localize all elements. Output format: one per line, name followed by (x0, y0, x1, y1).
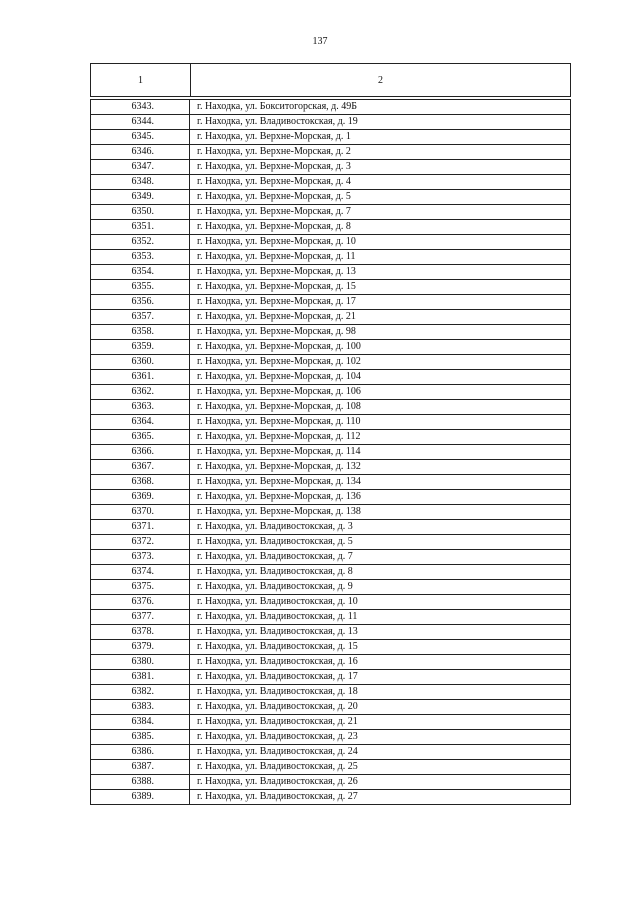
address-table-body (91, 100, 571, 805)
row-number: 6388. (91, 775, 190, 790)
row-number: 6380. (91, 655, 190, 670)
row-number: 6350. (91, 205, 190, 220)
table-row (91, 160, 571, 175)
row-number: 6352. (91, 235, 190, 250)
table-row (91, 295, 571, 310)
table-row (91, 700, 571, 715)
row-address: г. Находка, ул. Владивостокская, д. 17 (190, 670, 571, 685)
table-row (91, 610, 571, 625)
table-row (91, 370, 571, 385)
row-address: г. Находка, ул. Верхне-Морская, д. 17 (190, 295, 571, 310)
table-row (91, 220, 571, 235)
row-number: 6383. (91, 700, 190, 715)
table-row (91, 250, 571, 265)
table-row (91, 310, 571, 325)
row-address: г. Находка, ул. Верхне-Морская, д. 136 (190, 490, 571, 505)
table-row (91, 670, 571, 685)
row-number: 6367. (91, 460, 190, 475)
row-number: 6382. (91, 685, 190, 700)
table-row (91, 535, 571, 550)
row-address: г. Находка, ул. Владивостокская, д. 3 (190, 520, 571, 535)
table-row (91, 640, 571, 655)
row-number: 6379. (91, 640, 190, 655)
row-number: 6376. (91, 595, 190, 610)
table-row (91, 475, 571, 490)
table-row (91, 115, 571, 130)
row-number: 6349. (91, 190, 190, 205)
table-row (91, 460, 571, 475)
row-number: 6371. (91, 520, 190, 535)
table-row (91, 445, 571, 460)
row-number: 6354. (91, 265, 190, 280)
row-number: 6347. (91, 160, 190, 175)
row-number: 6355. (91, 280, 190, 295)
table-row (91, 685, 571, 700)
row-number: 6346. (91, 145, 190, 160)
row-number: 6359. (91, 340, 190, 355)
table-row (91, 790, 571, 805)
column-header-1: 1 (91, 64, 191, 97)
row-number: 6348. (91, 175, 190, 190)
header-row (91, 64, 571, 97)
row-address: г. Находка, ул. Владивостокская, д. 11 (190, 610, 571, 625)
table-row (91, 265, 571, 280)
row-number: 6360. (91, 355, 190, 370)
row-address: г. Находка, ул. Владивостокская, д. 13 (190, 625, 571, 640)
row-address: г. Находка, ул. Верхне-Морская, д. 98 (190, 325, 571, 340)
table-row (91, 625, 571, 640)
row-number: 6381. (91, 670, 190, 685)
table-row (91, 130, 571, 145)
table-row (91, 565, 571, 580)
row-number: 6366. (91, 445, 190, 460)
row-number: 6364. (91, 415, 190, 430)
row-address: г. Находка, ул. Владивостокская, д. 27 (190, 790, 571, 805)
row-address: г. Находка, ул. Верхне-Морская, д. 112 (190, 430, 571, 445)
column-header-2: 2 (191, 64, 571, 97)
table-row (91, 175, 571, 190)
table-row (91, 145, 571, 160)
row-address: г. Находка, ул. Владивостокская, д. 24 (190, 745, 571, 760)
row-number: 6361. (91, 370, 190, 385)
table-row (91, 340, 571, 355)
row-number: 6351. (91, 220, 190, 235)
row-address: г. Находка, ул. Верхне-Морская, д. 104 (190, 370, 571, 385)
row-address: г. Находка, ул. Верхне-Морская, д. 106 (190, 385, 571, 400)
row-number: 6372. (91, 535, 190, 550)
table-row (91, 550, 571, 565)
row-number: 6363. (91, 400, 190, 415)
row-address: г. Находка, ул. Верхне-Морская, д. 102 (190, 355, 571, 370)
row-address: г. Находка, ул. Владивостокская, д. 5 (190, 535, 571, 550)
table-row (91, 415, 571, 430)
row-number: 6362. (91, 385, 190, 400)
row-address: г. Находка, ул. Владивостокская, д. 10 (190, 595, 571, 610)
row-address: г. Находка, ул. Верхне-Морская, д. 4 (190, 175, 571, 190)
row-address: г. Находка, ул. Верхне-Морская, д. 5 (190, 190, 571, 205)
row-number: 6387. (91, 760, 190, 775)
row-number: 6343. (91, 100, 190, 115)
row-number: 6370. (91, 505, 190, 520)
table-row (91, 190, 571, 205)
row-address: г. Находка, ул. Верхне-Морская, д. 13 (190, 265, 571, 280)
row-address: г. Находка, ул. Верхне-Морская, д. 21 (190, 310, 571, 325)
table-header (90, 63, 571, 97)
table-row (91, 595, 571, 610)
row-address: г. Находка, ул. Владивостокская, д. 23 (190, 730, 571, 745)
row-number: 6345. (91, 130, 190, 145)
row-number: 6373. (91, 550, 190, 565)
table-row (91, 205, 571, 220)
table-row (91, 280, 571, 295)
row-address: г. Находка, ул. Верхне-Морская, д. 100 (190, 340, 571, 355)
table-row (91, 355, 571, 370)
table-row (91, 715, 571, 730)
table-row (91, 430, 571, 445)
row-number: 6385. (91, 730, 190, 745)
row-address: г. Находка, ул. Владивостокская, д. 21 (190, 715, 571, 730)
row-address: г. Находка, ул. Верхне-Морская, д. 2 (190, 145, 571, 160)
address-table (90, 99, 571, 805)
table-row (91, 100, 571, 115)
page-number: 137 (312, 36, 328, 47)
row-address: г. Находка, ул. Верхне-Морская, д. 1 (190, 130, 571, 145)
table-row (91, 325, 571, 340)
row-address: г. Находка, ул. Верхне-Морская, д. 7 (190, 205, 571, 220)
row-address: г. Находка, ул. Верхне-Морская, д. 134 (190, 475, 571, 490)
row-address: г. Находка, ул. Верхне-Морская, д. 138 (190, 505, 571, 520)
table-row (91, 505, 571, 520)
table-row (91, 580, 571, 595)
table-row (91, 760, 571, 775)
row-address: г. Находка, ул. Верхне-Морская, д. 108 (190, 400, 571, 415)
row-address: г. Находка, ул. Владивостокская, д. 18 (190, 685, 571, 700)
table-row (91, 490, 571, 505)
row-address: г. Находка, ул. Владивостокская, д. 20 (190, 700, 571, 715)
table-row (91, 235, 571, 250)
row-number: 6378. (91, 625, 190, 640)
table-row (91, 745, 571, 760)
table-row (91, 400, 571, 415)
row-address: г. Находка, ул. Владивостокская, д. 8 (190, 565, 571, 580)
row-address: г. Находка, ул. Владивостокская, д. 9 (190, 580, 571, 595)
row-address: г. Находка, ул. Верхне-Морская, д. 8 (190, 220, 571, 235)
row-address: г. Находка, ул. Владивостокская, д. 26 (190, 775, 571, 790)
row-address: г. Находка, ул. Владивостокская, д. 16 (190, 655, 571, 670)
row-address: г. Находка, ул. Верхне-Морская, д. 114 (190, 445, 571, 460)
row-number: 6357. (91, 310, 190, 325)
row-address: г. Находка, ул. Верхне-Морская, д. 15 (190, 280, 571, 295)
row-number: 6384. (91, 715, 190, 730)
row-address: г. Находка, ул. Владивостокская, д. 15 (190, 640, 571, 655)
table-row (91, 520, 571, 535)
row-number: 6356. (91, 295, 190, 310)
row-number: 6353. (91, 250, 190, 265)
row-number: 6375. (91, 580, 190, 595)
row-number: 6344. (91, 115, 190, 130)
row-number: 6389. (91, 790, 190, 805)
table-row (91, 730, 571, 745)
row-address: г. Находка, ул. Владивостокская, д. 25 (190, 760, 571, 775)
row-number: 6358. (91, 325, 190, 340)
table-row (91, 775, 571, 790)
row-address: г. Находка, ул. Верхне-Морская, д. 3 (190, 160, 571, 175)
row-address: г. Находка, ул. Верхне-Морская, д. 10 (190, 235, 571, 250)
row-number: 6386. (91, 745, 190, 760)
row-address: г. Находка, ул. Владивостокская, д. 7 (190, 550, 571, 565)
row-number: 6374. (91, 565, 190, 580)
row-number: 6365. (91, 430, 190, 445)
row-address: г. Находка, ул. Владивостокская, д. 19 (190, 115, 571, 130)
row-address: г. Находка, ул. Бокситогорская, д. 49Б (190, 100, 571, 115)
row-address: г. Находка, ул. Верхне-Морская, д. 132 (190, 460, 571, 475)
row-address: г. Находка, ул. Верхне-Морская, д. 11 (190, 250, 571, 265)
table-row (91, 385, 571, 400)
row-number: 6368. (91, 475, 190, 490)
row-number: 6369. (91, 490, 190, 505)
table-row (91, 655, 571, 670)
row-address: г. Находка, ул. Верхне-Морская, д. 110 (190, 415, 571, 430)
row-number: 6377. (91, 610, 190, 625)
